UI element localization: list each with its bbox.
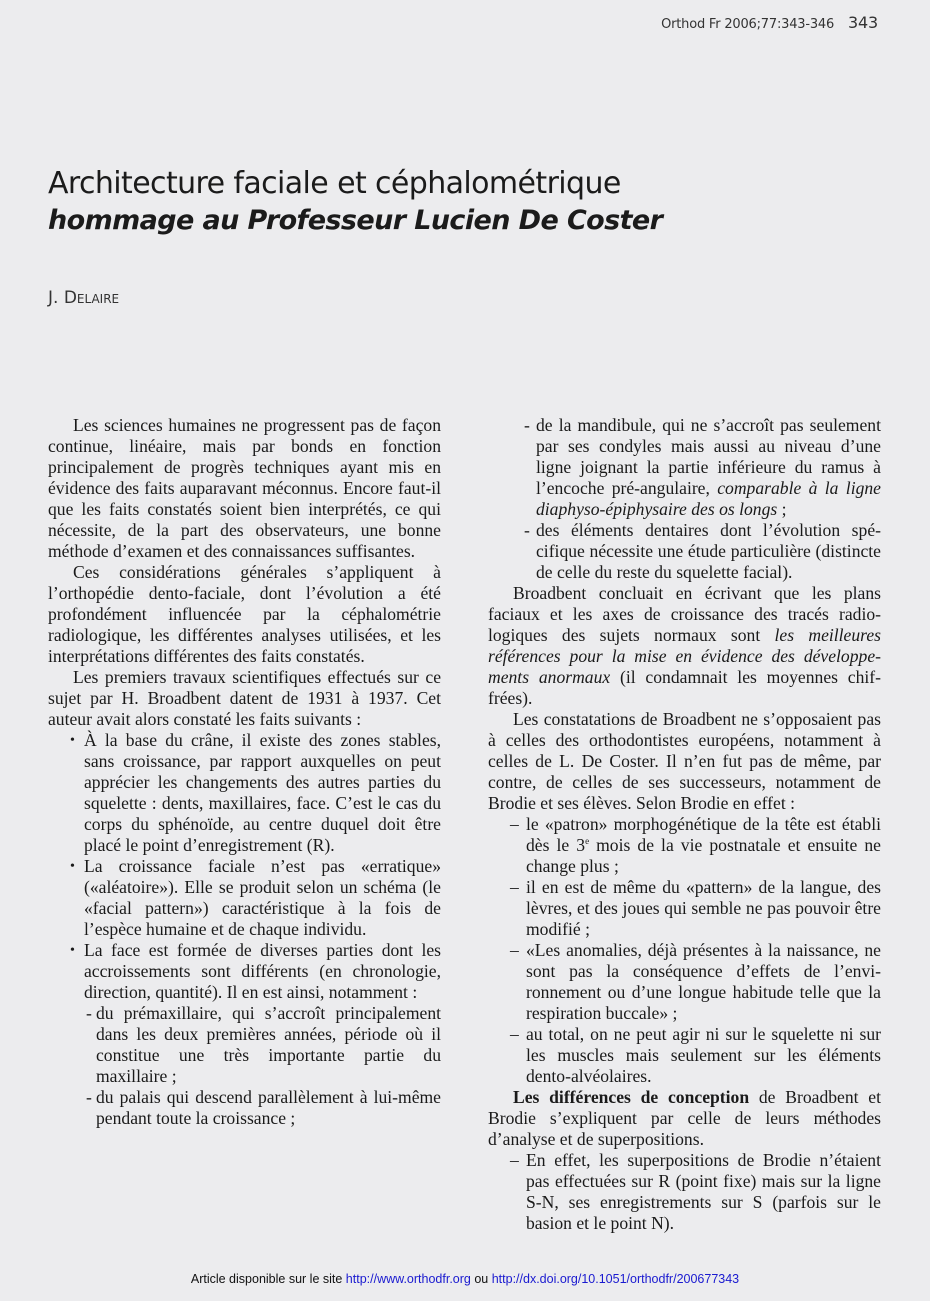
right-column <box>488 415 881 1234</box>
dash-marker: - <box>524 415 530 435</box>
paragraph-differences <box>488 1087 881 1150</box>
item-text: mois de la vie postnatale et ensuite ne change plus ; <box>526 835 881 876</box>
paragraph-considerations: Ces considérations générales s’appliquent à l’orthopédie dento-faciale, dont l’évolution a été profondément influencée par la céphalométrie radiologique, les différentes analyses utilisées, et les interprétations différentes des faits constatés. <box>48 562 441 666</box>
left-column <box>48 415 441 1129</box>
bullet-item <box>48 730 441 856</box>
bullet-text: La croissance faciale n’est pas «erratique» («aléatoire»). Elle se produit selon un schéma (le «facial pattern») caractéristique à la fois de l’espèce humaine et de chaque individu. <box>84 856 441 939</box>
running-head <box>661 13 878 32</box>
bullet-marker: • <box>70 733 75 748</box>
item-text: au total, on ne peut agir ni sur le squelette ni sur les muscles mais seulement sur les éléments dento-alvéolaires. <box>526 1024 881 1086</box>
page-number: 343 <box>848 13 878 32</box>
text-run: (il condamnait les moyennes chiffrées). <box>488 667 882 708</box>
item-text: il en est de même du «pattern» de la langue, des lèvres, et des joues qui semble ne pas pouvoir être modifié ; <box>526 877 881 939</box>
brodie-list-item <box>488 814 881 877</box>
sub-list-item <box>488 520 881 583</box>
sub-list-item <box>48 1087 441 1129</box>
sub-item-italic: comparable à la ligne diaphyso-épiphysaire des os longs <box>536 478 881 519</box>
dash-marker: - <box>86 1003 92 1023</box>
footer <box>0 1272 930 1286</box>
article-title: Architecture faciale et céphalométrique <box>48 166 621 201</box>
doi-link[interactable]: http://dx.doi.org/10.1051/orthodfr/200677343 <box>491 1272 740 1286</box>
dash-marker: - <box>524 520 530 540</box>
bullet-item <box>48 856 441 940</box>
sub-item-text: des éléments dentaires dont l’évolution spécifique nécessite une étude particulière (distincte de celle du reste du squelette facial). <box>536 520 881 582</box>
footer-middle: ou <box>470 1272 492 1286</box>
en-dash-marker: – <box>510 877 519 897</box>
en-dash-marker: – <box>510 814 519 834</box>
bullet-marker: • <box>70 859 75 874</box>
sub-item-text: du prémaxillaire, qui s’accroît principalement dans les deux premières années, période où il constitue une très importante partie du maxillaire ; <box>96 1003 441 1086</box>
brodie-list-item <box>488 1024 881 1087</box>
item-text: En effet, les superpositions de Brodie n’étaient pas effectuées sur R (point fixe) mais sur la ligne S-N, ses enregistrements sur S (parfois sur le basion et le point N). <box>526 1150 881 1233</box>
brodie-list-item <box>488 940 881 1024</box>
sub-list-item <box>488 415 881 520</box>
bullet-text: À la base du crâne, il existe des zones stables, sans croissance, par rapport auxquelles on peut apprécier les changements des autres parties du squelette : dents, maxillaires, face. C’est le cas du corps du sphénoïde, au centre duquel doit être placé le point d’enregistrement (R). <box>84 730 441 855</box>
title-block <box>48 166 662 236</box>
text-run: Broadbent concluait en écrivant que les plans faciaux et les axes de croissance des tracés radiologiques des sujets normaux sont <box>488 583 881 645</box>
article-subtitle: hommage au Professeur Lucien De Coster <box>48 205 663 236</box>
superscript: e <box>585 836 590 847</box>
en-dash-marker: – <box>510 1024 519 1044</box>
bullet-marker: • <box>70 943 75 958</box>
item-text: le «patron» morphogénétique de la tête est établi dès le 3 <box>526 814 881 855</box>
sub-item-text: de la mandibule, qui ne s’accroît pas seulement par ses condyles mais aussi au niveau d’une ligne joignant la partie inférieure du ramus à l’encoche pré-angulaire, <box>536 415 881 498</box>
orthodfr-site-link[interactable]: http://www.orthodfr.org <box>345 1272 471 1286</box>
bullet-text: La face est formée de diverses parties dont les accroissements sont différents (en chronologie, direction, quantité). Il en est ainsi, notamment : <box>84 940 441 1002</box>
journal-citation: Orthod Fr 2006;77:343-346 <box>661 17 835 32</box>
footer-prefix: Article disponible sur le site <box>190 1272 346 1286</box>
paragraph-broadbent-works: Les premiers travaux scientifiques effectués sur ce sujet par H. Broadbent datent de 1931 à 1937. Cet auteur avait alors constaté les faits suivants : <box>48 667 441 729</box>
item-text: «Les anomalies, déjà présentes à la naissance, ne sont pas la conséquence d’effets de l’environnement ou d’une longue habitude telle que la respiration buccale» ; <box>526 940 881 1023</box>
paragraph-broadbent-conclusion <box>488 583 881 709</box>
en-dash-marker: – <box>510 1150 519 1170</box>
sub-item-end: ; <box>777 499 787 519</box>
dash-marker: - <box>86 1087 92 1107</box>
bullet-item <box>48 940 441 1003</box>
sub-list-item <box>48 1003 441 1087</box>
author: J. Delaire <box>48 288 120 308</box>
bold-run: Les différences de conception <box>513 1087 750 1107</box>
final-list-item <box>488 1150 881 1234</box>
paragraph-constatations: Les constatations de Broadbent ne s’opposaient pas à celles des orthodontistes européens, notamment à celles de L. De Coster. Il n’en fut pas de même, par contre, de celles de ses successeurs, notamment de Brodie et ses élèves. Selon Brodie en effet : <box>488 709 881 813</box>
italic-run: les meilleures références pour la mise en évidence des développements anormaux <box>488 625 881 687</box>
paragraph-intro: Les sciences humaines ne progressent pas de façon continue, linéaire, mais par bonds en fonction principalement de progrès techniques ayant mis en évidence des faits auparavant méconnus. Encore faut-il que les faits constatés soient bien interprétés, ce qui nécessite, de la part des observateurs, une bonne méthode d’examen et des connaissances suffisantes. <box>48 415 441 561</box>
sub-item-text: du palais qui descend parallèlement à lui-même pendant toute la croissance ; <box>96 1087 441 1128</box>
en-dash-marker: – <box>510 940 519 960</box>
brodie-list-item <box>488 877 881 940</box>
text-run: de Broadbent et Brodie s’expliquent par celle de leurs méthodes d’analyse et de superpositions. <box>488 1087 881 1149</box>
